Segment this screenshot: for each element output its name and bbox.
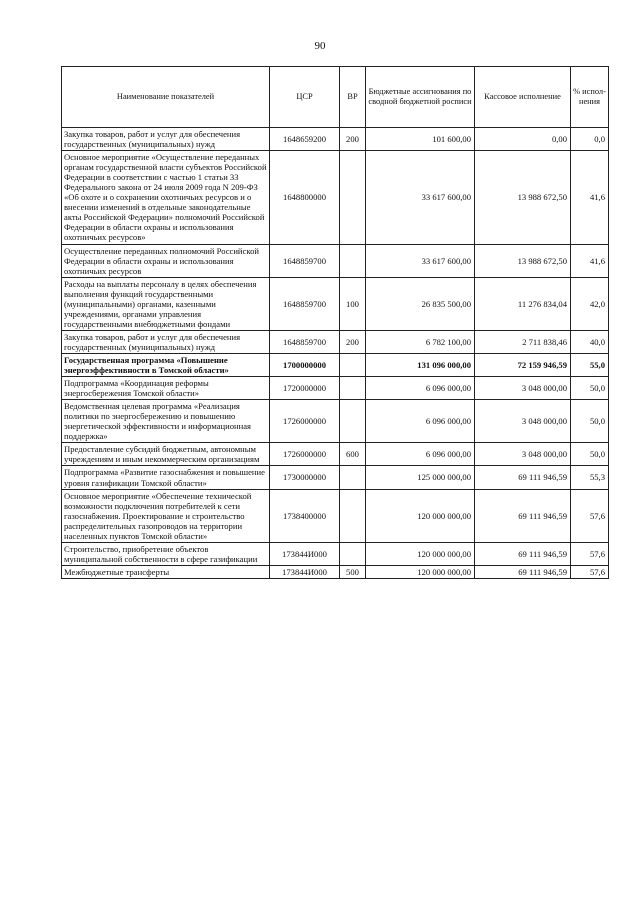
cell-csr: 1700000000 bbox=[270, 353, 340, 376]
cell-pct: 0,0 bbox=[571, 128, 609, 151]
cell-cash: 3 048 000,00 bbox=[475, 443, 571, 466]
budget-execution-table bbox=[61, 66, 609, 579]
cell-cash: 72 159 946,59 bbox=[475, 353, 571, 376]
cell-pct: 57,6 bbox=[571, 489, 609, 542]
header-name: Наименование показателей bbox=[62, 67, 270, 128]
cell-budget: 6 096 000,00 bbox=[366, 377, 475, 400]
table-row bbox=[62, 565, 609, 578]
cell-cash: 11 276 834,04 bbox=[475, 277, 571, 330]
cell-budget: 120 000 000,00 bbox=[366, 489, 475, 542]
table-row bbox=[62, 466, 609, 489]
cell-pct: 50,0 bbox=[571, 443, 609, 466]
table-row bbox=[62, 542, 609, 565]
header-budget: Бюджетные ассигнования по сводной бюджетной росписи bbox=[366, 67, 475, 128]
cell-budget: 101 600,00 bbox=[366, 128, 475, 151]
cell-cash: 69 111 946,59 bbox=[475, 565, 571, 578]
cell-vr: 100 bbox=[340, 277, 366, 330]
cell-vr bbox=[340, 377, 366, 400]
cell-vr bbox=[340, 466, 366, 489]
header-cash: Кассовое исполнение bbox=[475, 67, 571, 128]
cell-cash: 3 048 000,00 bbox=[475, 400, 571, 443]
cell-vr: 600 bbox=[340, 443, 366, 466]
cell-name: Закупка товаров, работ и услуг для обеспечения государственных (муниципальных) нужд bbox=[62, 128, 270, 151]
cell-name: Межбюджетные трансферты bbox=[62, 565, 270, 578]
cell-vr: 200 bbox=[340, 128, 366, 151]
cell-pct: 41,6 bbox=[571, 151, 609, 244]
cell-csr: 1648859700 bbox=[270, 244, 340, 277]
cell-name: Ведомственная целевая программа «Реализация политики по энергосбережению и повышению энергетической эффективности и информационная поддержка» bbox=[62, 400, 270, 443]
cell-budget: 120 000 000,00 bbox=[366, 542, 475, 565]
cell-csr: 1726000000 bbox=[270, 400, 340, 443]
cell-vr bbox=[340, 489, 366, 542]
cell-pct: 55,0 bbox=[571, 353, 609, 376]
cell-csr: 1726000000 bbox=[270, 443, 340, 466]
cell-csr: 1730000000 bbox=[270, 466, 340, 489]
page-number: 90 bbox=[314, 40, 326, 52]
table-row bbox=[62, 443, 609, 466]
cell-cash: 3 048 000,00 bbox=[475, 377, 571, 400]
cell-vr: 500 bbox=[340, 565, 366, 578]
table-row bbox=[62, 151, 609, 244]
table-row bbox=[62, 330, 609, 353]
cell-name: Осуществление переданных полномочий Российской Федерации в области охраны и использования охотничьих ресурсов bbox=[62, 244, 270, 277]
cell-vr bbox=[340, 542, 366, 565]
header-pct: % испол-нения bbox=[571, 67, 609, 128]
cell-pct: 41,6 bbox=[571, 244, 609, 277]
cell-vr bbox=[340, 244, 366, 277]
cell-name: Строительство, приобретение объектов муниципальной собственности в сфере газификации bbox=[62, 542, 270, 565]
cell-csr: 1648800000 bbox=[270, 151, 340, 244]
cell-pct: 40,0 bbox=[571, 330, 609, 353]
cell-budget: 125 000 000,00 bbox=[366, 466, 475, 489]
cell-budget: 33 617 600,00 bbox=[366, 244, 475, 277]
table-row bbox=[62, 128, 609, 151]
table-row bbox=[62, 377, 609, 400]
cell-name: Государственная программа «Повышение энергоэффективности в Томской области» bbox=[62, 353, 270, 376]
cell-name: Основное мероприятие «Обеспечение технической возможности подключения потребителей к сети газоснабжения. Проектирование и строительство распределительных газопроводов на территории населенных пунктов Томской области» bbox=[62, 489, 270, 542]
cell-vr bbox=[340, 353, 366, 376]
table-header-row bbox=[62, 67, 609, 128]
cell-budget: 6 096 000,00 bbox=[366, 400, 475, 443]
header-vr: ВР bbox=[340, 67, 366, 128]
table-row bbox=[62, 244, 609, 277]
cell-name: Основное мероприятие «Осуществление переданных органам государственной власти субъектов Российской Федерации в соответствии с частью 1 статьи 33 Федерального закона от 24 июля 2009 года N 209-ФЗ «Об охоте и о сохранении охотничьих ресурсов и о внесении изменений в отдельные законодательные акты Российской Федерации» полномочий Российской Федерации в области охраны и использования охотничьих ресурсов» bbox=[62, 151, 270, 244]
cell-vr bbox=[340, 400, 366, 443]
cell-csr: 1648859700 bbox=[270, 330, 340, 353]
cell-csr: 173844И000 bbox=[270, 565, 340, 578]
header-csr: ЦСР bbox=[270, 67, 340, 128]
cell-name: Подпрограмма «Развитие газоснабжения и повышение уровня газификации Томской области» bbox=[62, 466, 270, 489]
cell-pct: 42,0 bbox=[571, 277, 609, 330]
cell-csr: 1720000000 bbox=[270, 377, 340, 400]
cell-cash: 13 988 672,50 bbox=[475, 244, 571, 277]
cell-cash: 69 111 946,59 bbox=[475, 489, 571, 542]
cell-cash: 69 111 946,59 bbox=[475, 542, 571, 565]
cell-csr: 173844И000 bbox=[270, 542, 340, 565]
cell-cash: 2 711 838,46 bbox=[475, 330, 571, 353]
cell-pct: 57,6 bbox=[571, 565, 609, 578]
cell-name: Расходы на выплаты персоналу в целях обеспечения выполнения функций государственными (муниципальными) органами, казенными учреждениями, органами управления государственными внебюджетными фондами bbox=[62, 277, 270, 330]
table-row bbox=[62, 277, 609, 330]
cell-budget: 6 782 100,00 bbox=[366, 330, 475, 353]
table-row bbox=[62, 489, 609, 542]
cell-budget: 6 096 000,00 bbox=[366, 443, 475, 466]
cell-vr: 200 bbox=[340, 330, 366, 353]
cell-csr: 1738400000 bbox=[270, 489, 340, 542]
cell-vr bbox=[340, 151, 366, 244]
cell-budget: 120 000 000,00 bbox=[366, 565, 475, 578]
cell-name: Предоставление субсидий бюджетным, автономным учреждениям и иным некоммерческим организациям bbox=[62, 443, 270, 466]
cell-csr: 1648859700 bbox=[270, 277, 340, 330]
cell-budget: 131 096 000,00 bbox=[366, 353, 475, 376]
cell-cash: 0,00 bbox=[475, 128, 571, 151]
cell-csr: 1648659200 bbox=[270, 128, 340, 151]
cell-cash: 13 988 672,50 bbox=[475, 151, 571, 244]
cell-pct: 50,0 bbox=[571, 377, 609, 400]
cell-budget: 33 617 600,00 bbox=[366, 151, 475, 244]
cell-pct: 50,0 bbox=[571, 400, 609, 443]
cell-pct: 57,6 bbox=[571, 542, 609, 565]
cell-cash: 69 111 946,59 bbox=[475, 466, 571, 489]
cell-budget: 26 835 500,00 bbox=[366, 277, 475, 330]
table-row bbox=[62, 353, 609, 376]
cell-name: Закупка товаров, работ и услуг для обеспечения государственных (муниципальных) нужд bbox=[62, 330, 270, 353]
cell-name: Подпрограмма «Координация реформы энергосбережения Томской области» bbox=[62, 377, 270, 400]
table-row bbox=[62, 400, 609, 443]
cell-pct: 55,3 bbox=[571, 466, 609, 489]
